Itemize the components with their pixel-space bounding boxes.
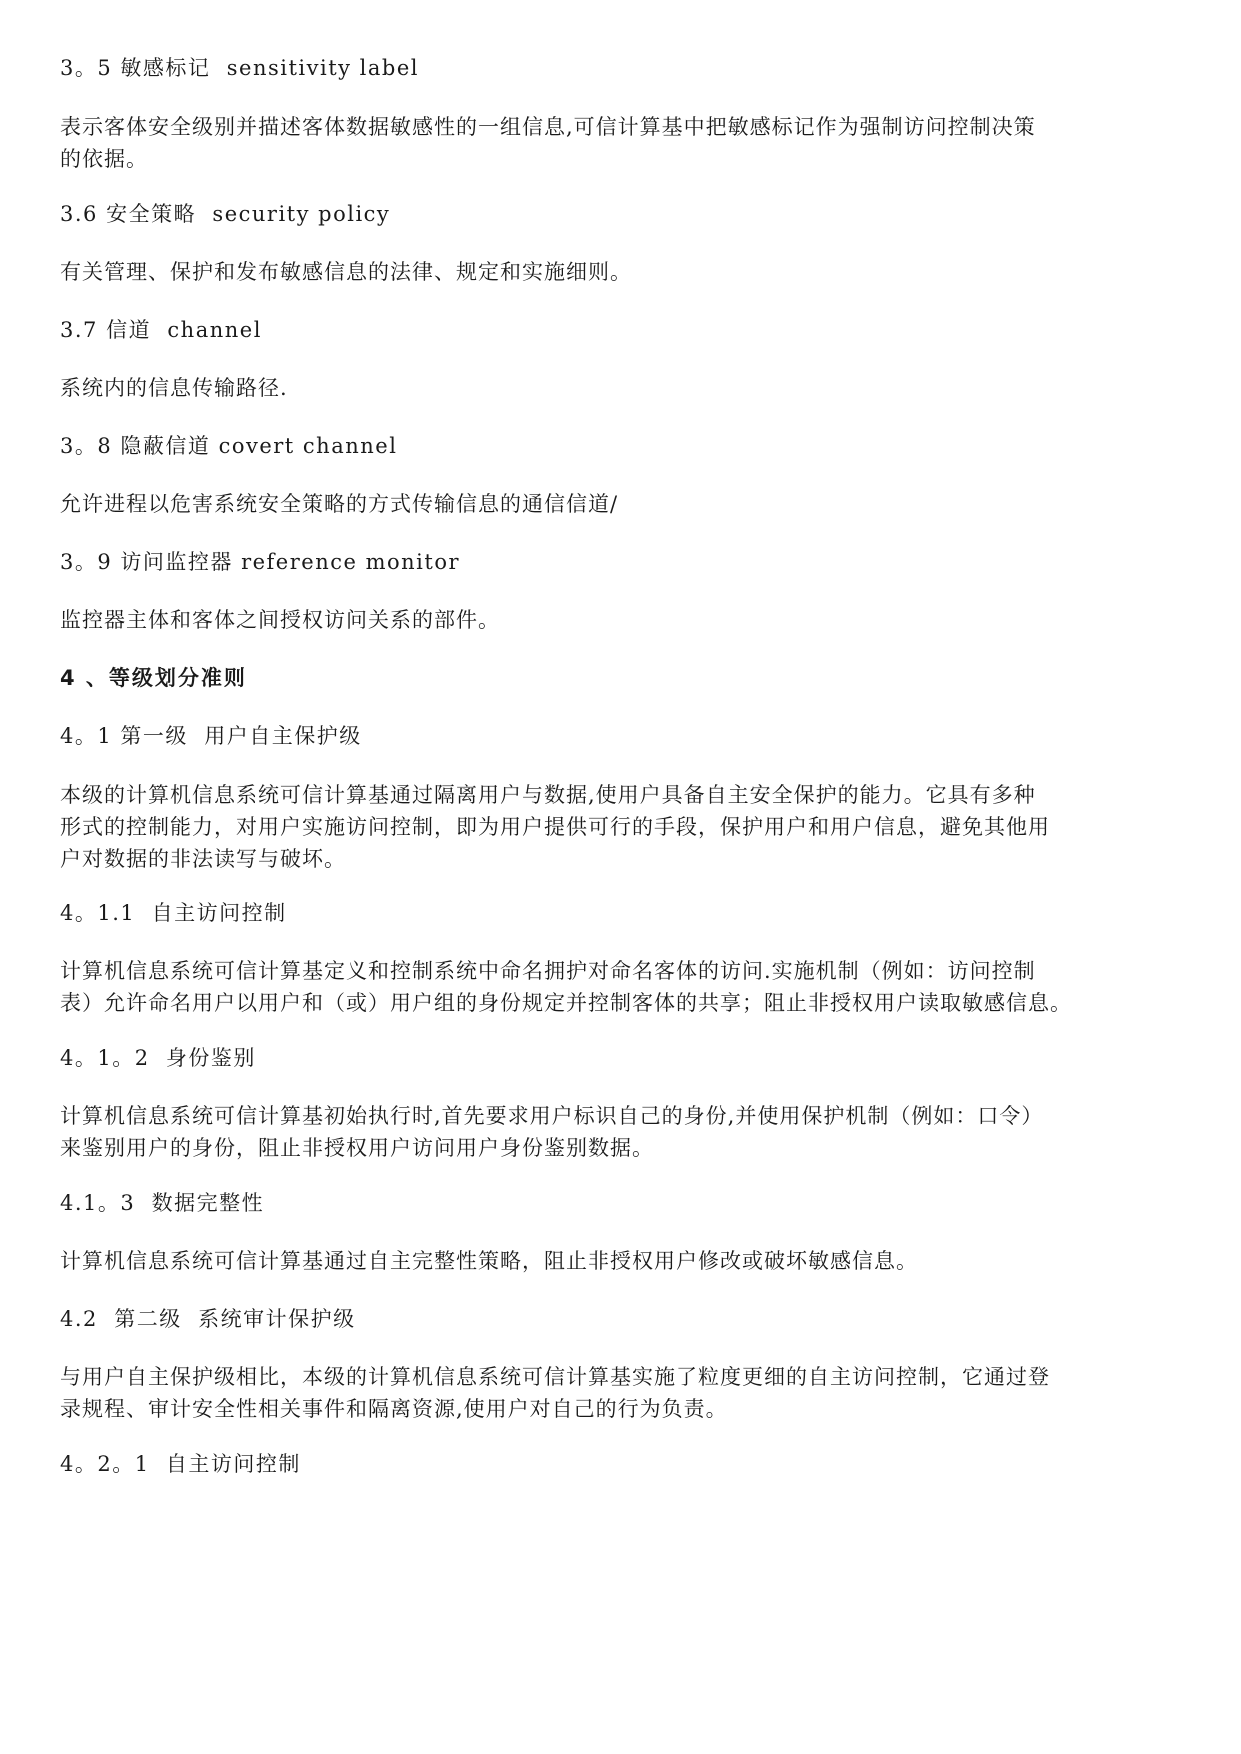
- subsection-heading-4-2: 4.2 第二级 系统审计保护级: [60, 1307, 356, 1331]
- paragraph-3-5: [60, 111, 1186, 175]
- paragraph-line: 与用户自主保护级相比，本级的计算机信息系统可信计算基实施了粒度更细的自主访问控制，它通过登: [60, 1365, 1050, 1389]
- subsection-heading-3-7: 3.7 信道 channel: [60, 318, 262, 342]
- subsection-heading-4-2-1: 4。2。1 自主访问控制: [60, 1452, 301, 1476]
- paragraph-3-9: [60, 604, 1186, 636]
- paragraph-line: 计算机信息系统可信计算基初始执行时,首先要求用户标识自己的身份,并使用保护机制（例如：口令）: [60, 1104, 1044, 1128]
- section-heading-4: 4 、等级划分准则: [60, 666, 247, 690]
- paragraph-line: 计算机信息系统可信计算基定义和控制系统中命名拥护对命名客体的访问.实施机制（例如：访问控制: [60, 959, 1036, 983]
- subsection-heading-4-1-2: 4。1。2 身份鉴别: [60, 1046, 256, 1070]
- subsection-heading-3-6: 3.6 安全策略 security policy: [60, 202, 391, 226]
- paragraph-line: 录规程、审计安全性相关事件和隔离资源,使用户对自己的行为负责。: [60, 1397, 728, 1421]
- paragraph-line: 系统内的信息传输路径.: [60, 376, 288, 400]
- paragraph-4-2: [60, 1361, 1186, 1425]
- paragraph-line: 本级的计算机信息系统可信计算基通过隔离用户与数据,使用户具备自主安全保护的能力。它具有多种: [60, 783, 1036, 807]
- paragraph-3-6: [60, 256, 1186, 288]
- paragraph-4-1-1: [60, 955, 1186, 1019]
- paragraph-line: 监控器主体和客体之间授权访问关系的部件。: [60, 608, 500, 632]
- paragraph-line: 有关管理、保护和发布敏感信息的法律、规定和实施细则。: [60, 260, 632, 284]
- paragraph-line: 表示客体安全级别并描述客体数据敏感性的一组信息,可信计算基中把敏感标记作为强制访问控制决策: [60, 115, 1036, 139]
- subsection-heading-4-1-3: 4.1。3 数据完整性: [60, 1191, 265, 1215]
- paragraph-line: 形式的控制能力，对用户实施访问控制，即为用户提供可行的手段，保护用户和用户信息，避免其他用: [60, 815, 1050, 839]
- paragraph-line: 户对数据的非法读写与破坏。: [60, 847, 346, 871]
- subsection-heading-3-5: 3。5 敏感标记 sensitivity label: [60, 56, 420, 80]
- paragraph-3-7: [60, 372, 1186, 404]
- paragraph-line: 允许进程以危害系统安全策略的方式传输信息的通信信道/: [60, 492, 619, 516]
- paragraph-4-1-2: [60, 1100, 1186, 1164]
- subsection-heading-3-8: 3。8 隐蔽信道 covert channel: [60, 434, 398, 458]
- paragraph-4-1-3: [60, 1245, 1186, 1277]
- paragraph-line: 表）允许命名用户以用户和（或）用户组的身份规定并控制客体的共享；阻止非授权用户读取敏感信息。: [60, 991, 1072, 1015]
- subsection-heading-4-1: 4。1 第一级 用户自主保护级: [60, 724, 362, 748]
- paragraph-4-1: [60, 779, 1186, 875]
- subsection-heading-4-1-1: 4。1.1 自主访问控制: [60, 901, 287, 925]
- subsection-heading-3-9: 3。9 访问监控器 reference monitor: [60, 550, 461, 574]
- paragraph-3-8: [60, 488, 1186, 520]
- paragraph-line: 计算机信息系统可信计算基通过自主完整性策略，阻止非授权用户修改或破坏敏感信息。: [60, 1249, 918, 1273]
- paragraph-line: 的依据。: [60, 147, 148, 171]
- paragraph-line: 来鉴别用户的身份，阻止非授权用户访问用户身份鉴别数据。: [60, 1136, 654, 1160]
